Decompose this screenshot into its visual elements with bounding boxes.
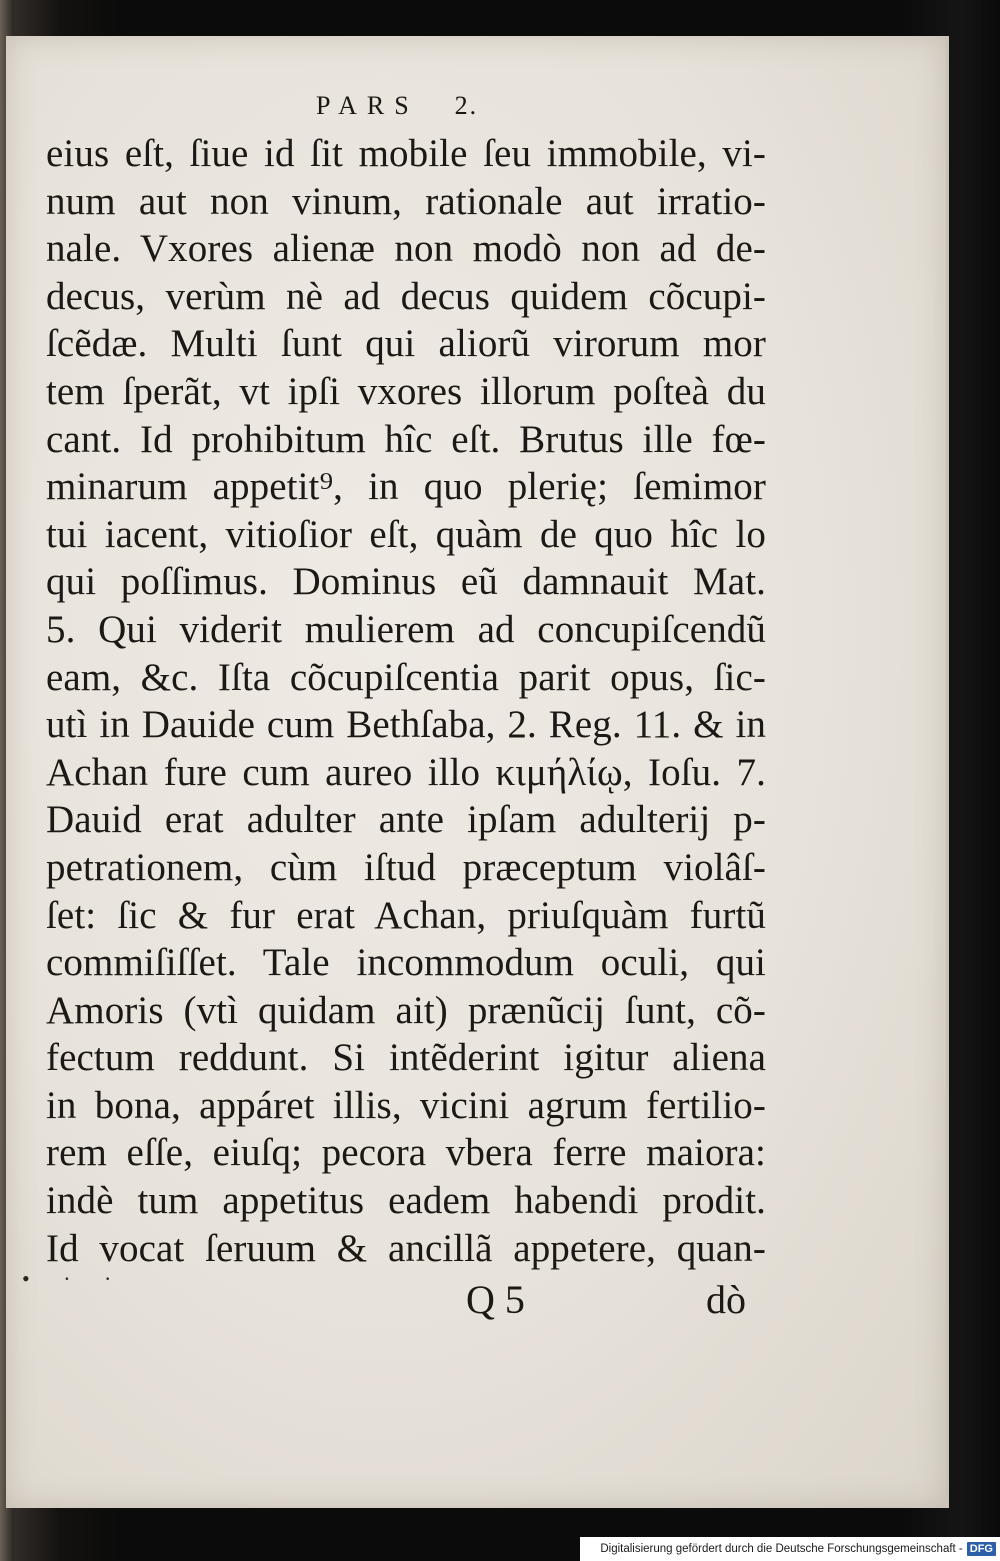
text-line: petrationem, cùm iſtud præceptum violâſ-	[46, 845, 766, 889]
dfg-logo: DFG	[967, 1542, 996, 1556]
text-line: minarum appetit⁹, in quo plerię; ſemimor	[46, 465, 766, 509]
text-line: eam, &c. Iſta cõcupiſcentia parit opus, ſic-	[46, 655, 766, 699]
running-head-folio: 2.	[454, 91, 479, 120]
text-line: decus, verùm nè ad decus quidem cõcupi-	[46, 274, 766, 318]
text-line: eius eſt, ſiue id ſit mobile ſeu immobile, vi-	[46, 132, 766, 175]
running-head-label: PARS	[316, 91, 419, 120]
text-line: nale. Vxores alienæ non modò non ad de-	[46, 227, 766, 271]
book-page	[6, 36, 949, 1508]
text-line: ſcẽdæ. Multi ſunt qui aliorũ virorum mor	[46, 322, 766, 366]
page-footer-marks	[22, 1266, 766, 1332]
text-line: tui iacent, vitioſior eſt, quàm de quo hîc lo	[46, 512, 766, 556]
text-line: Dauid erat adulter ante ipſam adulterij p-	[46, 798, 766, 842]
text-line: indè tum appetitus eadem habendi prodit.	[46, 1179, 766, 1223]
text-line: in bona, appáret illis, vicini agrum fertilio-	[46, 1083, 766, 1127]
text-line: ſet: ſic & fur erat Achan, priuſquàm furtũ	[46, 893, 766, 937]
text-line: tem ſperãt, vt ipſi vxores illorum poſteà du	[46, 369, 766, 413]
text-line: qui poſſimus. Dominus eũ damnauit Mat.	[46, 560, 766, 604]
running-head	[316, 86, 766, 126]
marginal-dots: • · ·	[22, 1266, 126, 1292]
text-line: num aut non vinum, rationale aut irratio-	[46, 179, 766, 223]
text-line: 5. Qui viderit mulierem ad concupiſcendũ	[46, 607, 766, 651]
digitization-credit: Digitalisierung gefördert durch die Deutsche Forschungsgemeinschaft -	[600, 1543, 963, 1555]
signature-mark: Q 5	[466, 1277, 525, 1323]
text-line: Achan fure cum aureo illo κιμήλίῳ, Ioſu. 7.	[46, 750, 766, 794]
page-text-block	[22, 86, 766, 1332]
text-line: cant. Id prohibitum hîc eſt. Brutus ille fœ-	[46, 417, 766, 461]
text-line: rem eſſe, eiuſq; pecora vbera ferre maiora:	[46, 1131, 766, 1175]
text-line: utì in Dauide cum Bethſaba, 2. Reg. 11. & in	[46, 703, 766, 747]
text-line: Id vocat ſeruum & ancillã appetere, quan-	[46, 1226, 766, 1270]
text-line: commiſiſſet. Tale incommodum oculi, qui	[46, 941, 766, 985]
text-line: fectum reddunt. Si intẽderint igitur aliena	[46, 1036, 766, 1080]
catchword: dò	[706, 1277, 746, 1323]
body-text	[46, 130, 766, 1272]
digitization-credit-bar	[580, 1537, 1000, 1561]
text-line: Amoris (vtì quidam ait) prænũcij ſunt, cõ-	[46, 988, 766, 1032]
